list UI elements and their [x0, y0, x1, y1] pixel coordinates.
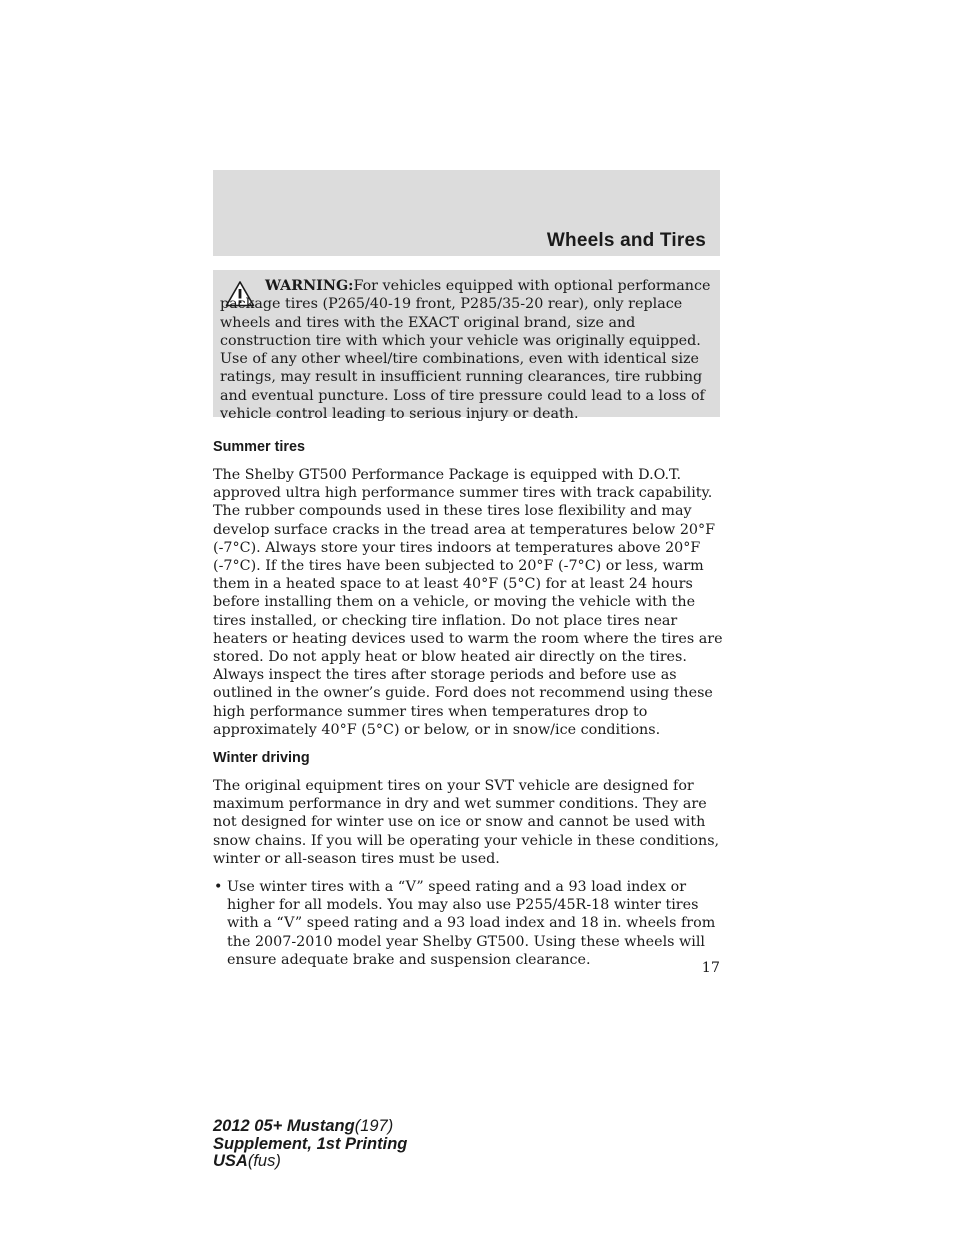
chapter-title: Wheels and Tires	[546, 230, 706, 251]
footer-line-3	[213, 1153, 407, 1171]
footer-line-2: Supplement, 1st Printing	[213, 1134, 408, 1153]
warning-text	[220, 277, 720, 423]
page-number: 17	[701, 960, 720, 976]
section-heading-winter-driving: Winter driving	[213, 750, 310, 767]
list-item	[213, 878, 725, 969]
section-heading-summer-tires: Summer tires	[213, 439, 305, 455]
footer-model-code: (197)	[354, 1117, 394, 1135]
warning-label: WARNING:	[265, 278, 354, 294]
footer-market-code: (fus)	[247, 1152, 281, 1170]
winter-driving-paragraph: The original equipment tires on your SVT vehicle are designed for maximum performance in dry and wet summer conditions. They are not designed for winter use on ice or snow and cannot be used with snow chains. If you will be operating your vehicle in these conditions, winter or all-season tires must be used.	[213, 778, 720, 867]
bullet-icon: •	[214, 879, 223, 896]
chapter-header-band	[213, 170, 720, 256]
warning-body: For vehicles equipped with optional performance package tires (P265/40-19 front, P285/35-20 rear), only replace wheels and tires with the EXACT original brand, size and construction tire with which your vehicle was originally equipped. Use of any other wheel/tire combinations, even with identical size ratings, may result in insufficient running clearances, tire rubbing and eventual puncture. Loss of tire pressure could lead to a loss of vehicle control leading to serious injury or death.	[220, 278, 711, 423]
footer-market: USA	[213, 1152, 248, 1170]
warning-box	[213, 270, 720, 423]
summer-tires-paragraph: The Shelby GT500 Performance Package is equipped with D.O.T. approved ultra high performance summer tires with track capability. The rubber compounds used in these tires lose flexibility and may develop surface cracks in the tread area at temperatures below 20°F (-7°C). Always store your tires indoors at temperatures above 20°F (-7°C). If the tires have been subjected to 20°F (-7°C) or less, warm them in a heated space to at least 40°F (5°C) for at least 24 hours before installing them on a vehicle, or moving the vehicle with the tires installed, or checking tire inflation. Do not place tires near heaters or heating devices used to warm the room where the tires are stored. Do not apply heat or blow heated air directly on the tires. Always inspect the tires after storage periods and before use as outlined in the owner’s guide. Ford does not recommend using these high performance summer tires when temperatures drop to approximately 40°F (5°C) or below, or in snow/ice conditions.	[213, 467, 723, 738]
print-footer	[213, 1118, 407, 1171]
footer-line-1	[213, 1118, 407, 1136]
main-content	[213, 438, 725, 969]
footer-model: 2012 05+ Mustang	[213, 1117, 355, 1135]
bullet-text: Use winter tires with a “V” speed rating and a 93 load index or higher for all models. You may also use P255/45R-18 winter tires with a “V” speed rating and a 93 load index and 18 in. wheels from the 2007-2010 model year Shelby GT500. Using these wheels will ensure adequate brake and suspension clearance.	[227, 879, 716, 968]
